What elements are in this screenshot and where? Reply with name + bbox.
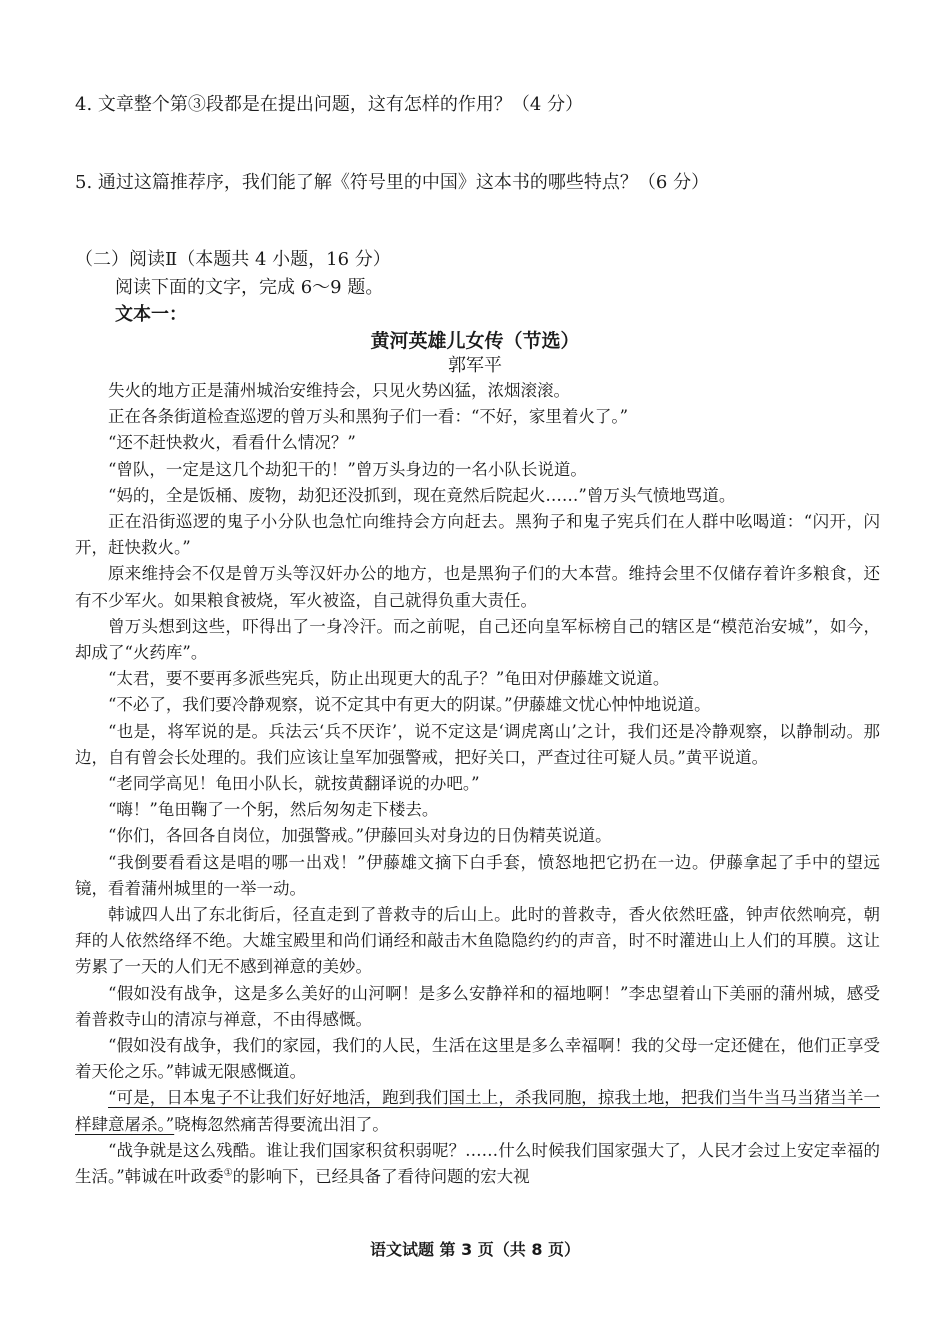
paragraph: 曾万头想到这些，吓得出了一身冷汗。而之前呢，自己还向皇军标榜自己的辖区是“模范治安城”，如今，却成了“火药库”。 — [75, 616, 880, 663]
paragraph: 韩诚四人出了东北街后，径直走到了普救寺的后山上。此时的普救寺，香火依然旺盛，钟声依然响亮，朝拜的人依然络绎不绝。大雄宝殿里和尚们诵经和敲击木鱼隐隐约约的声音，时不时灌进山上人们的耳膜。这让劳累了一天的人们无不感到禅意的美妙。 — [75, 905, 880, 977]
paragraph: “老同学高见！龟田小队长，就按黄翻译说的办吧。” — [108, 774, 480, 794]
article-body — [75, 378, 880, 1190]
footnote-marker: ① — [223, 1167, 233, 1179]
paragraph: “曾队，一定是这几个劫犯干的！”曾万头身边的一名小队长说道。 — [108, 459, 587, 479]
paragraph: 原来维持会不仅是曾万头等汉奸办公的地方，也是黑狗子们的大本营。维持会里不仅储存着许多粮食，还有不少军火。如果粮食被烧，军火被盗，自己就得负重大责任。 — [75, 564, 880, 610]
paragraph-with-footnote — [75, 1138, 880, 1190]
paragraph: “妈的，全是饭桶、废物，劫犯还没抓到，现在竟然后院起火……”曾万头气愤地骂道。 — [108, 485, 736, 505]
underlined-paragraph — [75, 1085, 880, 1137]
paragraph: “不必了，我们要冷静观察，说不定其中有更大的阴谋。”伊藤雄文忧心忡忡地说道。 — [108, 695, 711, 715]
paragraph: “还不赶快救火，看看什么情况？” — [108, 433, 356, 453]
paragraph: “你们，各回各自岗位，加强警戒。”伊藤回头对身边的日伪精英说道。 — [108, 826, 612, 846]
paragraph: “假如没有战争，这是多么美好的山河啊！是多么安静祥和的福地啊！”李忠望着山下美丽的蒲州城，感受着普救寺山的清凉与禅意，不由得感慨。 — [75, 983, 880, 1029]
article-title: 黄河英雄儿女传（节选） — [370, 330, 580, 352]
paragraph: 正在沿街巡逻的鬼子小分队也急忙向维持会方向赶去。黑狗子和鬼子宪兵们在人群中吆喝道：“闪开，闪开，赶快救火。” — [75, 512, 880, 558]
text-label: 文本一： — [115, 304, 187, 325]
article-author: 郭军平 — [448, 355, 502, 376]
page-footer: 语文试题 第 3 页（共 8 页） — [369, 1240, 581, 1259]
paragraph-part: “战争就是这么残酷。谁让我们国家积贫积弱呢？……什么时候我们国家强大了，人民才会过上安定幸福的生活。”韩诚在叶政委 — [75, 1140, 880, 1187]
paragraph: “嗨！”龟田鞠了一个躬，然后匆匆走下楼去。 — [108, 800, 439, 820]
underlined-paragraph-tail: 晓梅忽然痛苦得要流出泪了。 — [174, 1114, 389, 1134]
section-heading: （二）阅读Ⅱ（本题共 4 小题，16 分） — [75, 249, 391, 270]
paragraph: “太君，要不要再多派些宪兵，防止出现更大的乱子？”龟田对伊藤雄文说道。 — [108, 669, 670, 689]
section-instruction: 阅读下面的文字，完成 6～9 题。 — [115, 277, 384, 298]
underlined-sentence: “可是，日本鬼子不让我们好好地活，跑到我们国土上，杀我同胞，掠我土地，把我们当牛当马当猪当羊一样肆意屠杀。” — [75, 1088, 880, 1134]
paragraph: “也是，将军说的是。兵法云‘兵不厌诈’，说不定这是‘调虎离山’之计，我们还是冷静观察，以静制动。那边，自有曾会长处理的。我们应该让皇军加强警戒，把好关口，严查过往可疑人员。”黄平说道。 — [75, 721, 880, 767]
paragraph: 正在各条街道检查巡逻的曾万头和黑狗子们一看：“不好，家里着火了。” — [108, 407, 629, 427]
paragraph-part: 的影响下，已经具备了看待问题的宏大视 — [232, 1167, 530, 1187]
paragraph: “我倒要看看这是唱的哪一出戏！”伊藤雄文摘下白手套，愤怒地把它扔在一边。伊藤拿起了手中的望远镜，看着蒲州城里的一举一动。 — [75, 852, 880, 898]
paragraph: 失火的地方正是蒲州城治安维持会，只见火势凶猛，浓烟滚滚。 — [108, 381, 570, 400]
paragraph: “假如没有战争，我们的家园，我们的人民，生活在这里是多么幸福啊！我的父母一定还健在，他们正享受着天伦之乐。”韩诚无限感慨道。 — [75, 1036, 880, 1082]
question-4: 4. 文章整个第③段都是在提出问题，这有怎样的作用？（4 分） — [75, 94, 584, 115]
question-5: 5. 通过这篇推荐序，我们能了解《符号里的中国》这本书的哪些特点？（6 分） — [75, 172, 710, 193]
